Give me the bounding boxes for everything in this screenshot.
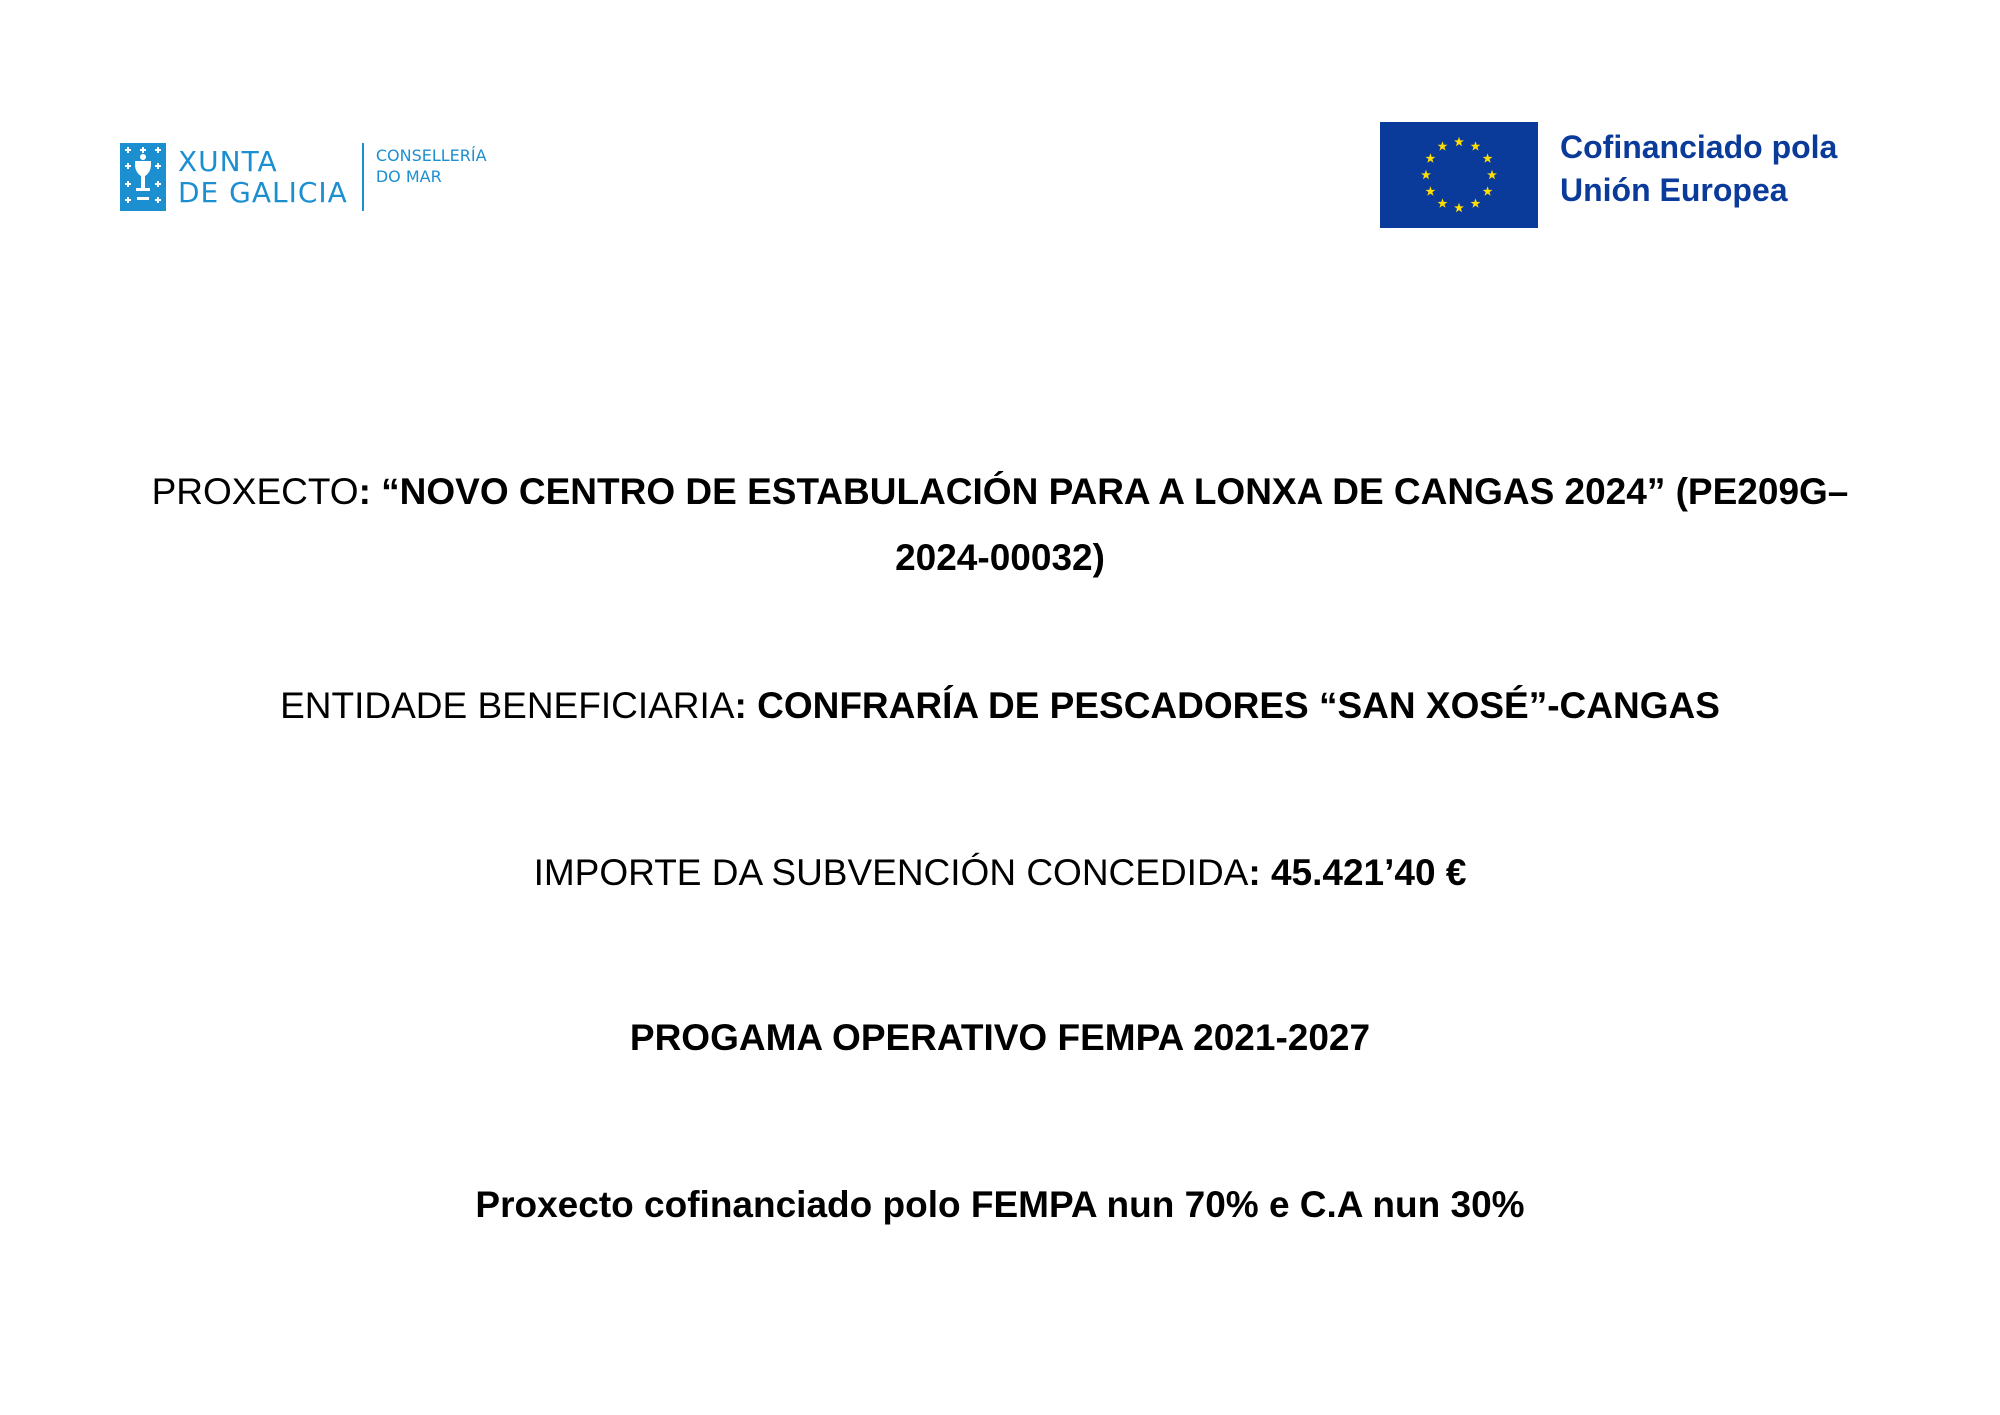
eu-star-icon xyxy=(1471,198,1481,207)
project-info xyxy=(100,459,1900,591)
eu-text-line1: Cofinanciado pola xyxy=(1560,129,1838,165)
xunta-name xyxy=(178,146,348,208)
xunta-logo xyxy=(120,143,487,211)
eu-star-icon xyxy=(1438,198,1448,207)
beneficiary-info xyxy=(100,673,1900,739)
eu-flag-icon xyxy=(1380,122,1538,228)
grant-label: IMPORTE DA SUBVENCIÓN CONCEDIDA xyxy=(533,852,1249,893)
xunta-name-line1: XUNTA xyxy=(178,145,278,178)
beneficiary-label: ENTIDADE BENEFICIARIA xyxy=(280,685,735,726)
xunta-department xyxy=(376,145,487,187)
eu-star-icon xyxy=(1483,186,1493,195)
xunta-department-line1: CONSELLERÍA xyxy=(375,146,487,165)
beneficiary-value: CONFRARÍA DE PESCADORES “SAN XOSÉ”-CANGAS xyxy=(757,685,1720,726)
cofinancing-statement: Proxecto cofinanciado polo FEMPA nun 70% e C.A nun 30% xyxy=(475,1184,1525,1225)
grant-info xyxy=(100,840,1900,906)
eu-cofinancing-text xyxy=(1560,126,1837,212)
eu-text-line2: Unión Europea xyxy=(1560,172,1788,208)
project-value-line1: “NOVO CENTRO DE ESTABULACIÓN PARA A LONXA DE CANGAS 2024” (PE209G– xyxy=(381,471,1849,512)
beneficiary-separator: : xyxy=(734,685,758,726)
project-value-line2: 2024-00032) xyxy=(895,537,1105,578)
eu-star-icon xyxy=(1483,153,1493,162)
xunta-department-line2: DO MAR xyxy=(375,167,442,186)
eu-star-icon xyxy=(1438,141,1448,150)
eu-star-icon xyxy=(1487,170,1497,179)
project-line1 xyxy=(100,459,1900,525)
eu-star-icon xyxy=(1454,203,1464,212)
eu-star-icon xyxy=(1421,170,1431,179)
eu-star-icon xyxy=(1425,186,1435,195)
xunta-name-line2: DE GALICIA xyxy=(178,176,348,209)
project-separator: : xyxy=(358,471,382,512)
eu-star-icon xyxy=(1471,141,1481,150)
galicia-emblem-icon xyxy=(120,143,166,211)
eu-star-icon xyxy=(1454,137,1464,146)
grant-value: 45.421’40 € xyxy=(1270,852,1467,893)
project-line2 xyxy=(100,525,1900,591)
eu-star-icon xyxy=(1425,153,1435,162)
project-label: PROXECTO xyxy=(151,471,359,512)
grant-separator: : xyxy=(1248,852,1271,893)
xunta-divider xyxy=(362,143,364,211)
programme-title: PROGAMA OPERATIVO FEMPA 2021-2027 xyxy=(629,1017,1371,1058)
eu-logo xyxy=(1380,122,1837,228)
